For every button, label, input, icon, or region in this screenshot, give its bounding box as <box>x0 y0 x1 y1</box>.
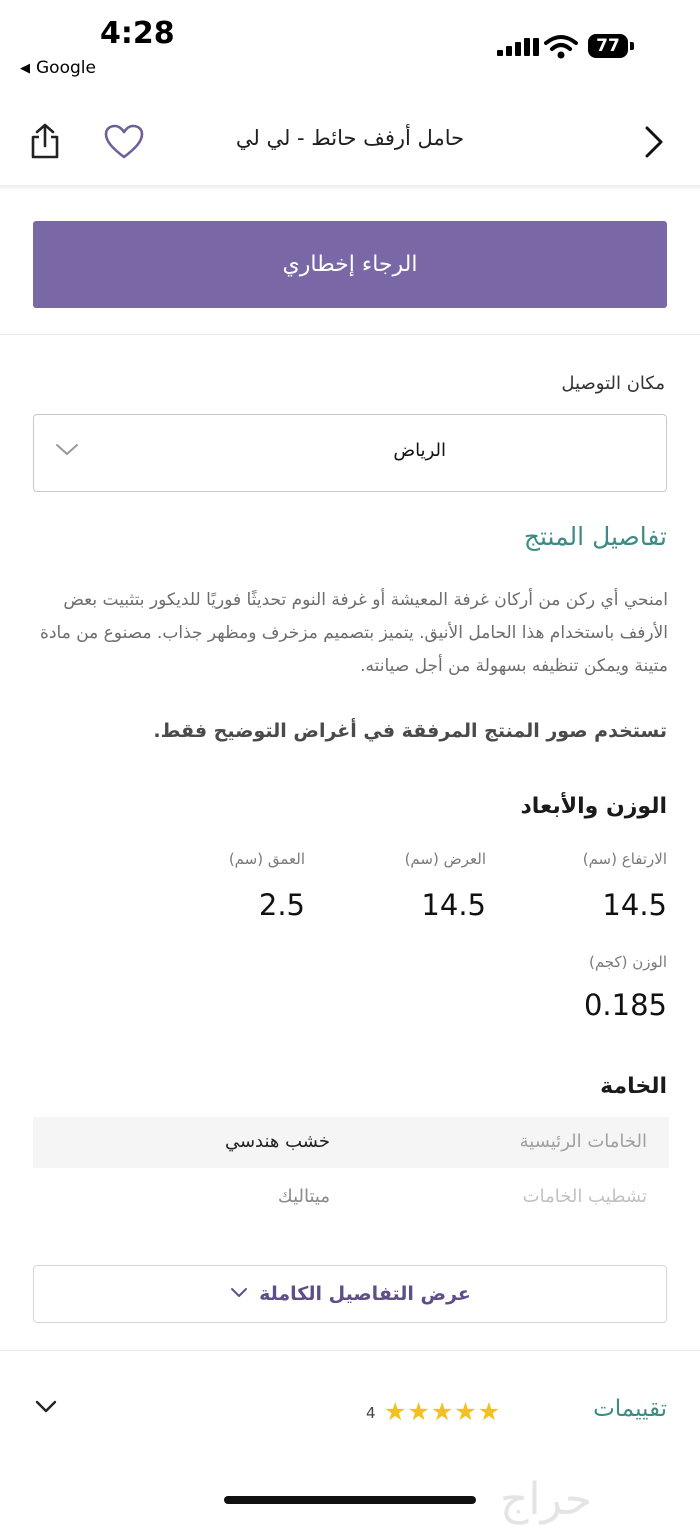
illustration-note: تستخدم صور المنتج المرفقة في أغراض التوضيح فقط. <box>153 720 667 742</box>
header-divider <box>0 185 700 191</box>
battery-icon <box>588 34 628 58</box>
battery-cap <box>630 42 634 50</box>
review-count: 4 <box>366 1404 376 1422</box>
chevron-down-icon <box>54 441 80 463</box>
status-time: 4:28 <box>100 16 175 51</box>
star-icon: ★ <box>407 1397 430 1426</box>
dimensions-title: الوزن والأبعاد <box>520 794 667 819</box>
cellular-signal-icon <box>497 38 539 56</box>
show-full-details-label: عرض التفاصيل الكاملة <box>259 1283 471 1305</box>
chevron-down-icon <box>229 1283 249 1305</box>
height-label: الارتفاع (سم) <box>582 850 667 868</box>
width-label: العرض (سم) <box>404 850 486 868</box>
heart-icon[interactable] <box>104 124 144 164</box>
material-title: الخامة <box>600 1074 667 1099</box>
rating-stars <box>384 1398 500 1426</box>
star-icon: ★ <box>454 1397 477 1426</box>
reviews-expand-chevron-icon[interactable] <box>34 1398 58 1420</box>
star-icon: ★ <box>477 1397 501 1426</box>
main-material-value: خشب هندسي <box>224 1131 330 1152</box>
reviews-title[interactable]: تقييمات <box>593 1396 667 1422</box>
material-finish-key: تشطيب الخامات <box>522 1186 647 1207</box>
wifi-icon <box>544 34 578 64</box>
back-to-app-link[interactable] <box>20 58 96 78</box>
delivery-location-value: الرياض <box>393 440 446 461</box>
depth-label: العمق (سم) <box>228 850 305 868</box>
weight-value: 0.185 <box>583 988 667 1022</box>
delivery-location-select[interactable] <box>33 414 667 492</box>
back-triangle-icon: ◀ <box>20 60 30 76</box>
share-icon[interactable] <box>28 122 62 164</box>
width-value: 14.5 <box>421 888 486 922</box>
weight-label: الوزن (كجم) <box>588 953 667 971</box>
product-description: امنحي أي ركن من أركان غرفة المعيشة أو غرفة النوم تحديثًا فوريًا للديكور بتثبيت بعض الأرفف باستخدام هذا الحامل الأنيق. يتميز بتصميم مزخرف ومظهر جذاب. مصنوع من مادة متينة ويمكن تنظيفه بسهولة من أجل صيانته. <box>40 590 668 676</box>
delivery-location-label: مكان التوصيل <box>561 373 665 394</box>
watermark-logo: حراج <box>500 1474 593 1525</box>
material-finish-value: ميتاليك <box>277 1186 330 1207</box>
back-chevron-icon[interactable] <box>642 124 666 164</box>
product-details-title: تفاصيل المنتج <box>523 522 667 551</box>
page-title: حامل أرفف حائط - لي لي <box>235 126 465 150</box>
depth-value: 2.5 <box>258 888 305 922</box>
star-icon: ★ <box>430 1397 454 1426</box>
section-divider <box>0 1350 700 1351</box>
main-material-key: الخامات الرئيسية <box>519 1131 647 1152</box>
notify-me-button[interactable]: الرجاء إخطاري <box>33 221 667 308</box>
back-app-label: Google <box>36 58 96 78</box>
section-divider <box>0 334 700 335</box>
home-indicator[interactable] <box>224 1496 476 1504</box>
star-icon: ★ <box>384 1397 407 1426</box>
height-value: 14.5 <box>602 888 667 922</box>
show-full-details-button[interactable] <box>33 1265 667 1323</box>
battery-level: 77 <box>596 36 620 56</box>
